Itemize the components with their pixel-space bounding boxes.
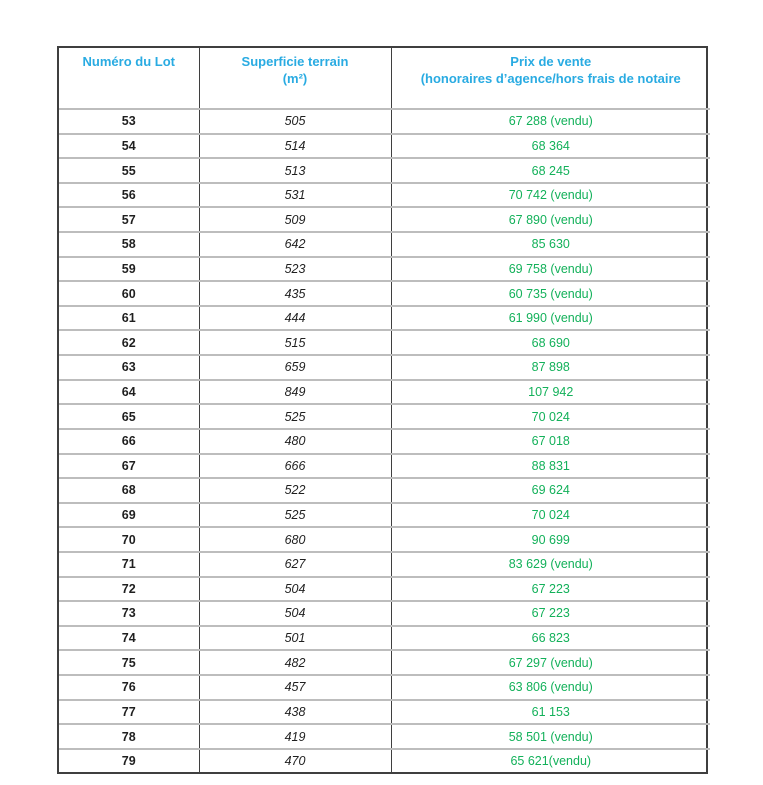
superficie-cell: 642: [199, 232, 391, 257]
superficie-cell: 504: [199, 577, 391, 602]
table-row: [59, 527, 710, 552]
prix-cell: 88 831: [391, 454, 710, 479]
prix-cell: 67 223: [391, 577, 710, 602]
lot-number-cell: 72: [59, 577, 199, 602]
lot-number-cell: 69: [59, 503, 199, 528]
superficie-cell: 531: [199, 183, 391, 208]
prix-cell: 61 990 (vendu): [391, 306, 710, 331]
superficie-cell: 504: [199, 601, 391, 626]
prix-cell: 69 624: [391, 478, 710, 503]
superficie-cell: 523: [199, 257, 391, 282]
superficie-cell: 666: [199, 454, 391, 479]
table-body: [59, 109, 710, 772]
lot-number-cell: 62: [59, 330, 199, 355]
table-row: [59, 577, 710, 602]
col-header-superficie-terrain: [199, 48, 391, 109]
lot-number-cell: 63: [59, 355, 199, 380]
prix-cell: 70 742 (vendu): [391, 183, 710, 208]
lot-number-cell: 68: [59, 478, 199, 503]
table-row: [59, 281, 710, 306]
table-row: [59, 109, 710, 134]
lot-number-cell: 61: [59, 306, 199, 331]
table-row: [59, 454, 710, 479]
table-row: [59, 355, 710, 380]
lot-number-cell: 64: [59, 380, 199, 405]
lot-number-cell: 57: [59, 207, 199, 232]
superficie-cell: 525: [199, 404, 391, 429]
superficie-cell: 680: [199, 527, 391, 552]
prix-cell: 63 806 (vendu): [391, 675, 710, 700]
superficie-cell: 659: [199, 355, 391, 380]
table-row: [59, 306, 710, 331]
table-row: [59, 158, 710, 183]
table-header: [59, 48, 710, 109]
table-row: [59, 700, 710, 725]
table-row: [59, 429, 710, 454]
prix-cell: 87 898: [391, 355, 710, 380]
table-row: [59, 650, 710, 675]
table-row: [59, 330, 710, 355]
lot-number-cell: 60: [59, 281, 199, 306]
prix-cell: 60 735 (vendu): [391, 281, 710, 306]
lot-number-cell: 56: [59, 183, 199, 208]
superficie-cell: 438: [199, 700, 391, 725]
superficie-cell: 480: [199, 429, 391, 454]
prix-cell: 66 823: [391, 626, 710, 651]
superficie-cell: 627: [199, 552, 391, 577]
superficie-cell: 522: [199, 478, 391, 503]
superficie-cell: 470: [199, 749, 391, 772]
prix-cell: 65 621(vendu): [510, 753, 592, 768]
superficie-cell: 525: [199, 503, 391, 528]
prix-cell: 67 288 (vendu): [391, 109, 710, 134]
superficie-cell: 457: [199, 675, 391, 700]
prix-cell: 107 942: [391, 380, 710, 405]
table-row: [59, 675, 710, 700]
col-header-prix-line1: Prix de vente: [510, 54, 592, 69]
table-row: [59, 552, 710, 577]
lots-price-table: [57, 46, 708, 774]
superficie-cell: 419: [199, 724, 391, 749]
col-header-numero-line1: Numéro du Lot: [82, 54, 175, 69]
prix-cell: 90 699: [391, 527, 710, 552]
table-row: [59, 724, 710, 749]
table-row: [59, 183, 710, 208]
superficie-cell: 435: [199, 281, 391, 306]
prix-cell: 67 223: [391, 601, 710, 626]
superficie-cell: 501: [199, 626, 391, 651]
lot-number-cell: 77: [59, 700, 199, 725]
table-row: [59, 749, 710, 772]
col-header-superficie-line1: Superficie terrain: [241, 54, 349, 69]
prix-cell: 68 245: [391, 158, 710, 183]
prix-cell: 85 630: [391, 232, 710, 257]
prix-cell: 70 024: [391, 404, 710, 429]
table-row: [59, 380, 710, 405]
header-row: [59, 48, 710, 109]
prix-cell: 67 297 (vendu): [391, 650, 710, 675]
lot-number-cell: 65: [59, 404, 199, 429]
prix-cell: 68 690: [391, 330, 710, 355]
table-row: [59, 478, 710, 503]
prix-cell: 61 153: [391, 700, 710, 725]
superficie-cell: 505: [199, 109, 391, 134]
superficie-cell: 509: [199, 207, 391, 232]
prix-cell: 67 018: [391, 429, 710, 454]
col-header-prix-de-vente: [391, 48, 710, 109]
superficie-cell: 444: [199, 306, 391, 331]
prix-cell: 70 024: [391, 503, 710, 528]
lot-number-cell: 54: [59, 134, 199, 159]
superficie-cell: 513: [199, 158, 391, 183]
lot-number-cell: 71: [59, 552, 199, 577]
superficie-cell: 849: [199, 380, 391, 405]
superficie-cell: 514: [199, 134, 391, 159]
prix-cell: 58 501 (vendu): [391, 724, 710, 749]
table-row: [59, 257, 710, 282]
col-header-numero-du-lot: [59, 48, 199, 109]
table-row: [59, 134, 710, 159]
prix-cell: 67 890 (vendu): [391, 207, 710, 232]
prix-cell: 68 364: [391, 134, 710, 159]
table-row: [59, 232, 710, 257]
table-row: [59, 207, 710, 232]
lot-number-cell: 76: [59, 675, 199, 700]
lot-number-cell: 55: [59, 158, 199, 183]
superficie-cell: 515: [199, 330, 391, 355]
table-row: [59, 404, 710, 429]
lot-number-cell: 53: [59, 109, 199, 134]
lot-number-cell: 59: [59, 257, 199, 282]
prix-cell: 69 758 (vendu): [391, 257, 710, 282]
lot-number-cell: 75: [59, 650, 199, 675]
lot-number-cell: 66: [59, 429, 199, 454]
table-row: [59, 503, 710, 528]
table-row: [59, 626, 710, 651]
superficie-cell: 482: [199, 650, 391, 675]
lot-number-cell: 78: [59, 724, 199, 749]
lot-number-cell: 74: [59, 626, 199, 651]
lot-number-cell: 70: [59, 527, 199, 552]
lot-number-cell: 79: [59, 749, 199, 772]
col-header-prix-line2: (honoraires d’agence/hors frais de notaire: [420, 71, 681, 86]
lot-number-cell: 58: [59, 232, 199, 257]
col-header-superficie-line2: (m²): [282, 71, 308, 86]
lots-table: [59, 48, 710, 772]
table-row: [59, 601, 710, 626]
prix-cell: 83 629 (vendu): [391, 552, 710, 577]
lot-number-cell: 73: [59, 601, 199, 626]
lot-number-cell: 67: [59, 454, 199, 479]
